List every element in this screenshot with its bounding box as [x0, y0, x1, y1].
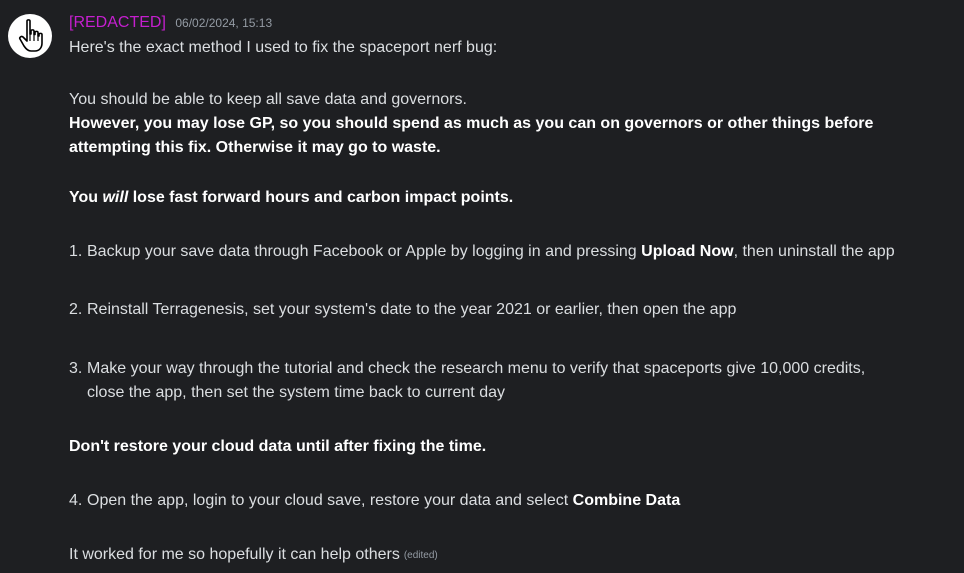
keep-data-line: You should be able to keep all save data and governors.	[69, 91, 467, 108]
step-1	[69, 241, 895, 263]
step-text-after: , then uninstall the app	[733, 243, 895, 260]
step-3	[69, 358, 865, 380]
edited-label[interactable]: (edited)	[403, 550, 438, 561]
warning-line-1: However, you may lose GP, so you should spend as much as you can on governors or other things before	[69, 115, 874, 132]
warning-line-2: attempting this fix. Otherwise it may go to waste.	[69, 139, 441, 156]
closing-text: It worked for me so hopefully it can help others	[69, 546, 400, 563]
closing-line	[69, 544, 438, 567]
lose-emphasis: will	[102, 189, 129, 206]
step-number: 4.	[69, 492, 83, 509]
restore-warning: Don't restore your cloud data until after fixing the time.	[69, 438, 487, 455]
step-text-before: Backup your save data through Facebook or Apple by logging in and pressing	[87, 243, 642, 260]
message-timestamp[interactable]: 06/02/2024, 15:13	[175, 16, 273, 30]
step-bold-text: Upload Now	[641, 243, 734, 260]
avatar[interactable]	[8, 14, 52, 58]
message-header	[69, 14, 272, 32]
lose-prefix: You	[69, 189, 99, 206]
intro-line: Here's the exact method I used to fix the spaceport nerf bug:	[69, 39, 498, 56]
step-number: 1.	[69, 243, 83, 260]
pointing-hand-icon	[8, 14, 52, 58]
step-4	[69, 490, 680, 512]
step-number: 2.	[69, 301, 83, 318]
author-name[interactable]: [REDACTED]	[69, 14, 166, 31]
lose-suffix: lose fast forward hours and carbon impact points.	[132, 189, 514, 206]
step-bold-text: Combine Data	[572, 492, 681, 509]
lose-points-line	[69, 187, 513, 209]
step-number: 3.	[69, 360, 83, 377]
step-2	[69, 299, 736, 321]
step-3-continuation: close the app, then set the system time back to current day	[87, 384, 505, 401]
step-text-before: Open the app, login to your cloud save, restore your data and select	[87, 492, 573, 509]
step-text: Reinstall Terragenesis, set your system's date to the year 2021 or earlier, then open the app	[87, 301, 737, 318]
step-text-line-1: Make your way through the tutorial and check the research menu to verify that spaceports give 10,000 credits,	[87, 360, 866, 377]
